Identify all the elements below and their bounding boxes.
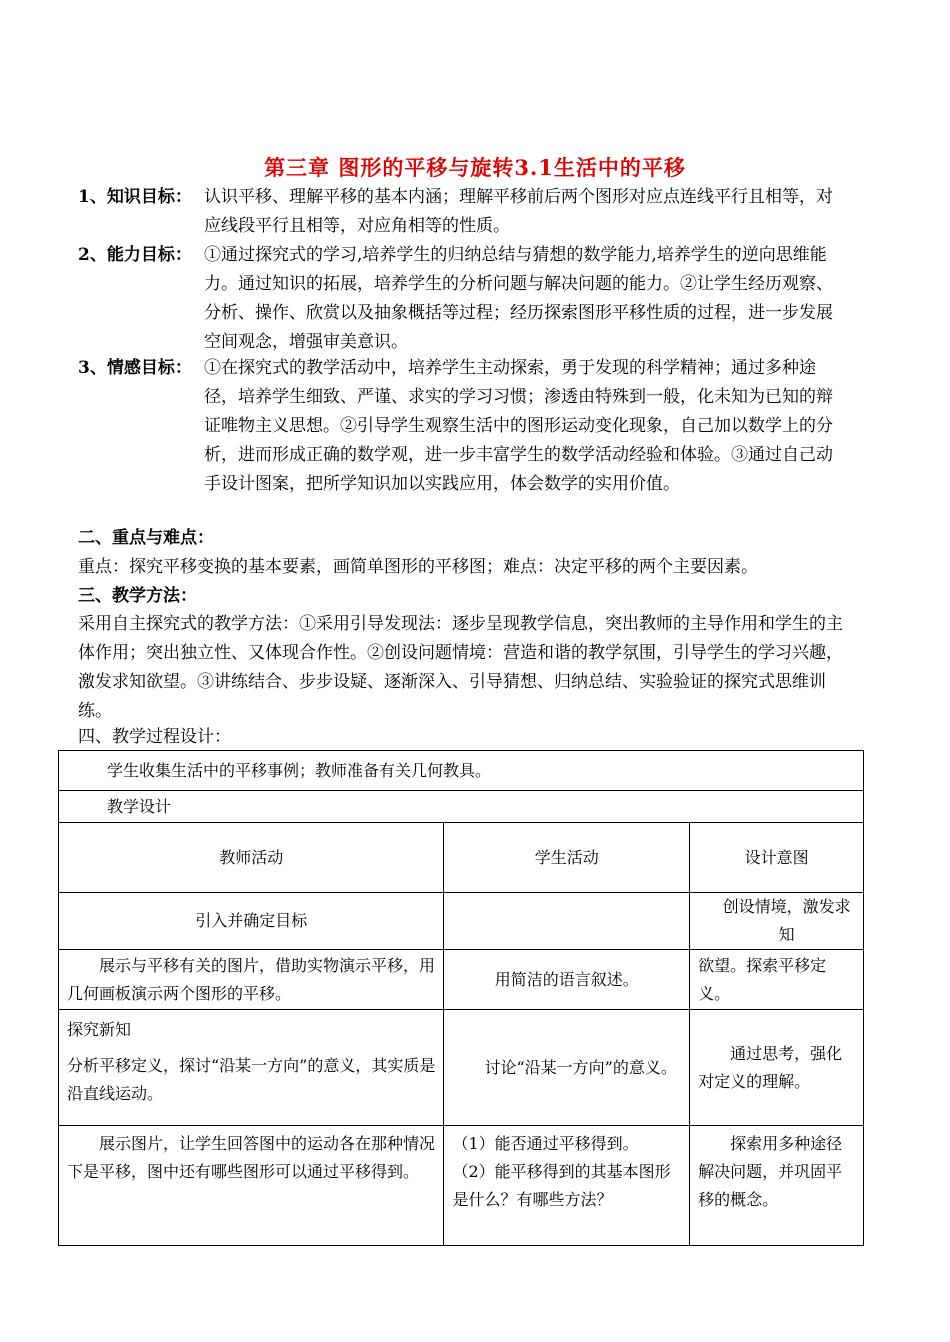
intent-cell: 通过思考，强化对定义的理解。 bbox=[690, 1010, 864, 1126]
header-intent: 设计意图 bbox=[690, 823, 864, 893]
student-cell bbox=[444, 1126, 690, 1246]
table-header-row bbox=[59, 823, 864, 893]
header-student: 学生活动 bbox=[444, 823, 690, 893]
teacher-cell: 展示图片，让学生回答图中的运动各在那种情况下是平移，图中还有哪些图形可以通过平移得到。 bbox=[59, 1126, 444, 1246]
section3-heading: 三、教学方法： bbox=[78, 586, 197, 606]
objective-text: ①通过探究式的学习,培养学生的归纳总结与猜想的数学能力,培养学生的逆向思维能力。通过知识的拓展，培养学生的分析问题与解决问题的能力。②让学生经历观察、分析、操作、欣赏以及抽象概括等过程；经历探索图形平移性质的过程，进一步发展空间观念，增强审美意识。 bbox=[204, 245, 833, 352]
student-cell: 用简洁的语言叙述。 bbox=[444, 950, 690, 1010]
table-row bbox=[59, 950, 864, 1010]
objective-label: 2、能力目标： bbox=[78, 245, 192, 265]
table-row bbox=[59, 751, 864, 791]
table-row bbox=[59, 1010, 864, 1126]
design-label-cell: 教学设计 bbox=[59, 791, 864, 823]
section2-heading: 二、重点与难点： bbox=[78, 528, 214, 548]
student-item: （1）能否通过平移得到。 bbox=[452, 1134, 639, 1153]
teacher-cell bbox=[59, 1010, 444, 1126]
teacher-cell-text: 分析平移定义，探讨“沿某一方向”的意义，其实质是沿直线运动。 bbox=[67, 1056, 436, 1103]
objective-label: 3、情感目标： bbox=[78, 358, 192, 378]
objective-text: ①在探究式的教学活动中，培养学生主动探索，勇于发现的科学精神；通过多种途径，培养学生细致、严谨、求实的学习习惯；渗透由特殊到一般，化未知为已知的辩证唯物主义思想。②引导学生观察生活中的图形运动变化现象，自己加以数学上的分析，进而形成正确的数学观，进一步丰富学生的数学活动经验和体验。③通过自己动手设计图案，把所学知识加以实践应用，体会数学的实用价值。 bbox=[204, 358, 833, 494]
prep-cell: 学生收集生活中的平移事例；教师准备有关几何教具。 bbox=[59, 751, 864, 791]
section2-text: 重点：探究平移变换的基本要素，画简单图形的平移图；难点：决定平移的两个主要因素。 bbox=[78, 557, 758, 577]
page-title: 第三章 图形的平移与旋转3.1生活中的平移 bbox=[264, 155, 686, 180]
student-item: （2）能平移得到的其基本图形是什么？有哪些方法？ bbox=[452, 1162, 671, 1209]
student-cell: 讨论“沿某一方向”的意义。 bbox=[444, 1010, 690, 1126]
section4-heading: 四、教学过程设计： bbox=[78, 727, 231, 747]
table-row bbox=[59, 791, 864, 823]
teacher-cell-title: 探究新知 bbox=[67, 1020, 132, 1039]
section3-text: 采用自主探究式的教学方法：①采用引导发现法：逐步呈现教学信息，突出教师的主导作用和学生的主体作用；突出独立性、又体现合作性。②创设问题情境：营造和谐的教学氛围，引导学生的学习兴趣，激发求知欲望。③讲练结合、步步设疑、逐渐深入、引导猜想、归纳总结、实验验证的探究式思维训练。 bbox=[78, 614, 843, 721]
objective-text: 认识平移、理解平移的基本内涵；理解平移前后两个图形对应点连线平行且相等，对应线段平行且相等，对应角相等的性质。 bbox=[204, 187, 833, 236]
intent-cell: 创设情境，激发求知 bbox=[690, 893, 864, 950]
teacher-cell: 展示与平移有关的图片，借助实物演示平移，用几何画板演示两个图形的平移。 bbox=[59, 950, 444, 1010]
objective-label: 1、知识目标： bbox=[78, 187, 192, 207]
teacher-cell: 引入并确定目标 bbox=[59, 893, 444, 950]
intent-cell: 欲望。探索平移定义。 bbox=[690, 950, 864, 1010]
table-row bbox=[59, 1126, 864, 1246]
student-cell bbox=[444, 893, 690, 950]
header-teacher: 教师活动 bbox=[59, 823, 444, 893]
table-row bbox=[59, 893, 864, 950]
lesson-plan-table bbox=[58, 750, 864, 1246]
intent-cell: 探索用多种途径解决问题，并巩固平移的概念。 bbox=[690, 1126, 864, 1246]
